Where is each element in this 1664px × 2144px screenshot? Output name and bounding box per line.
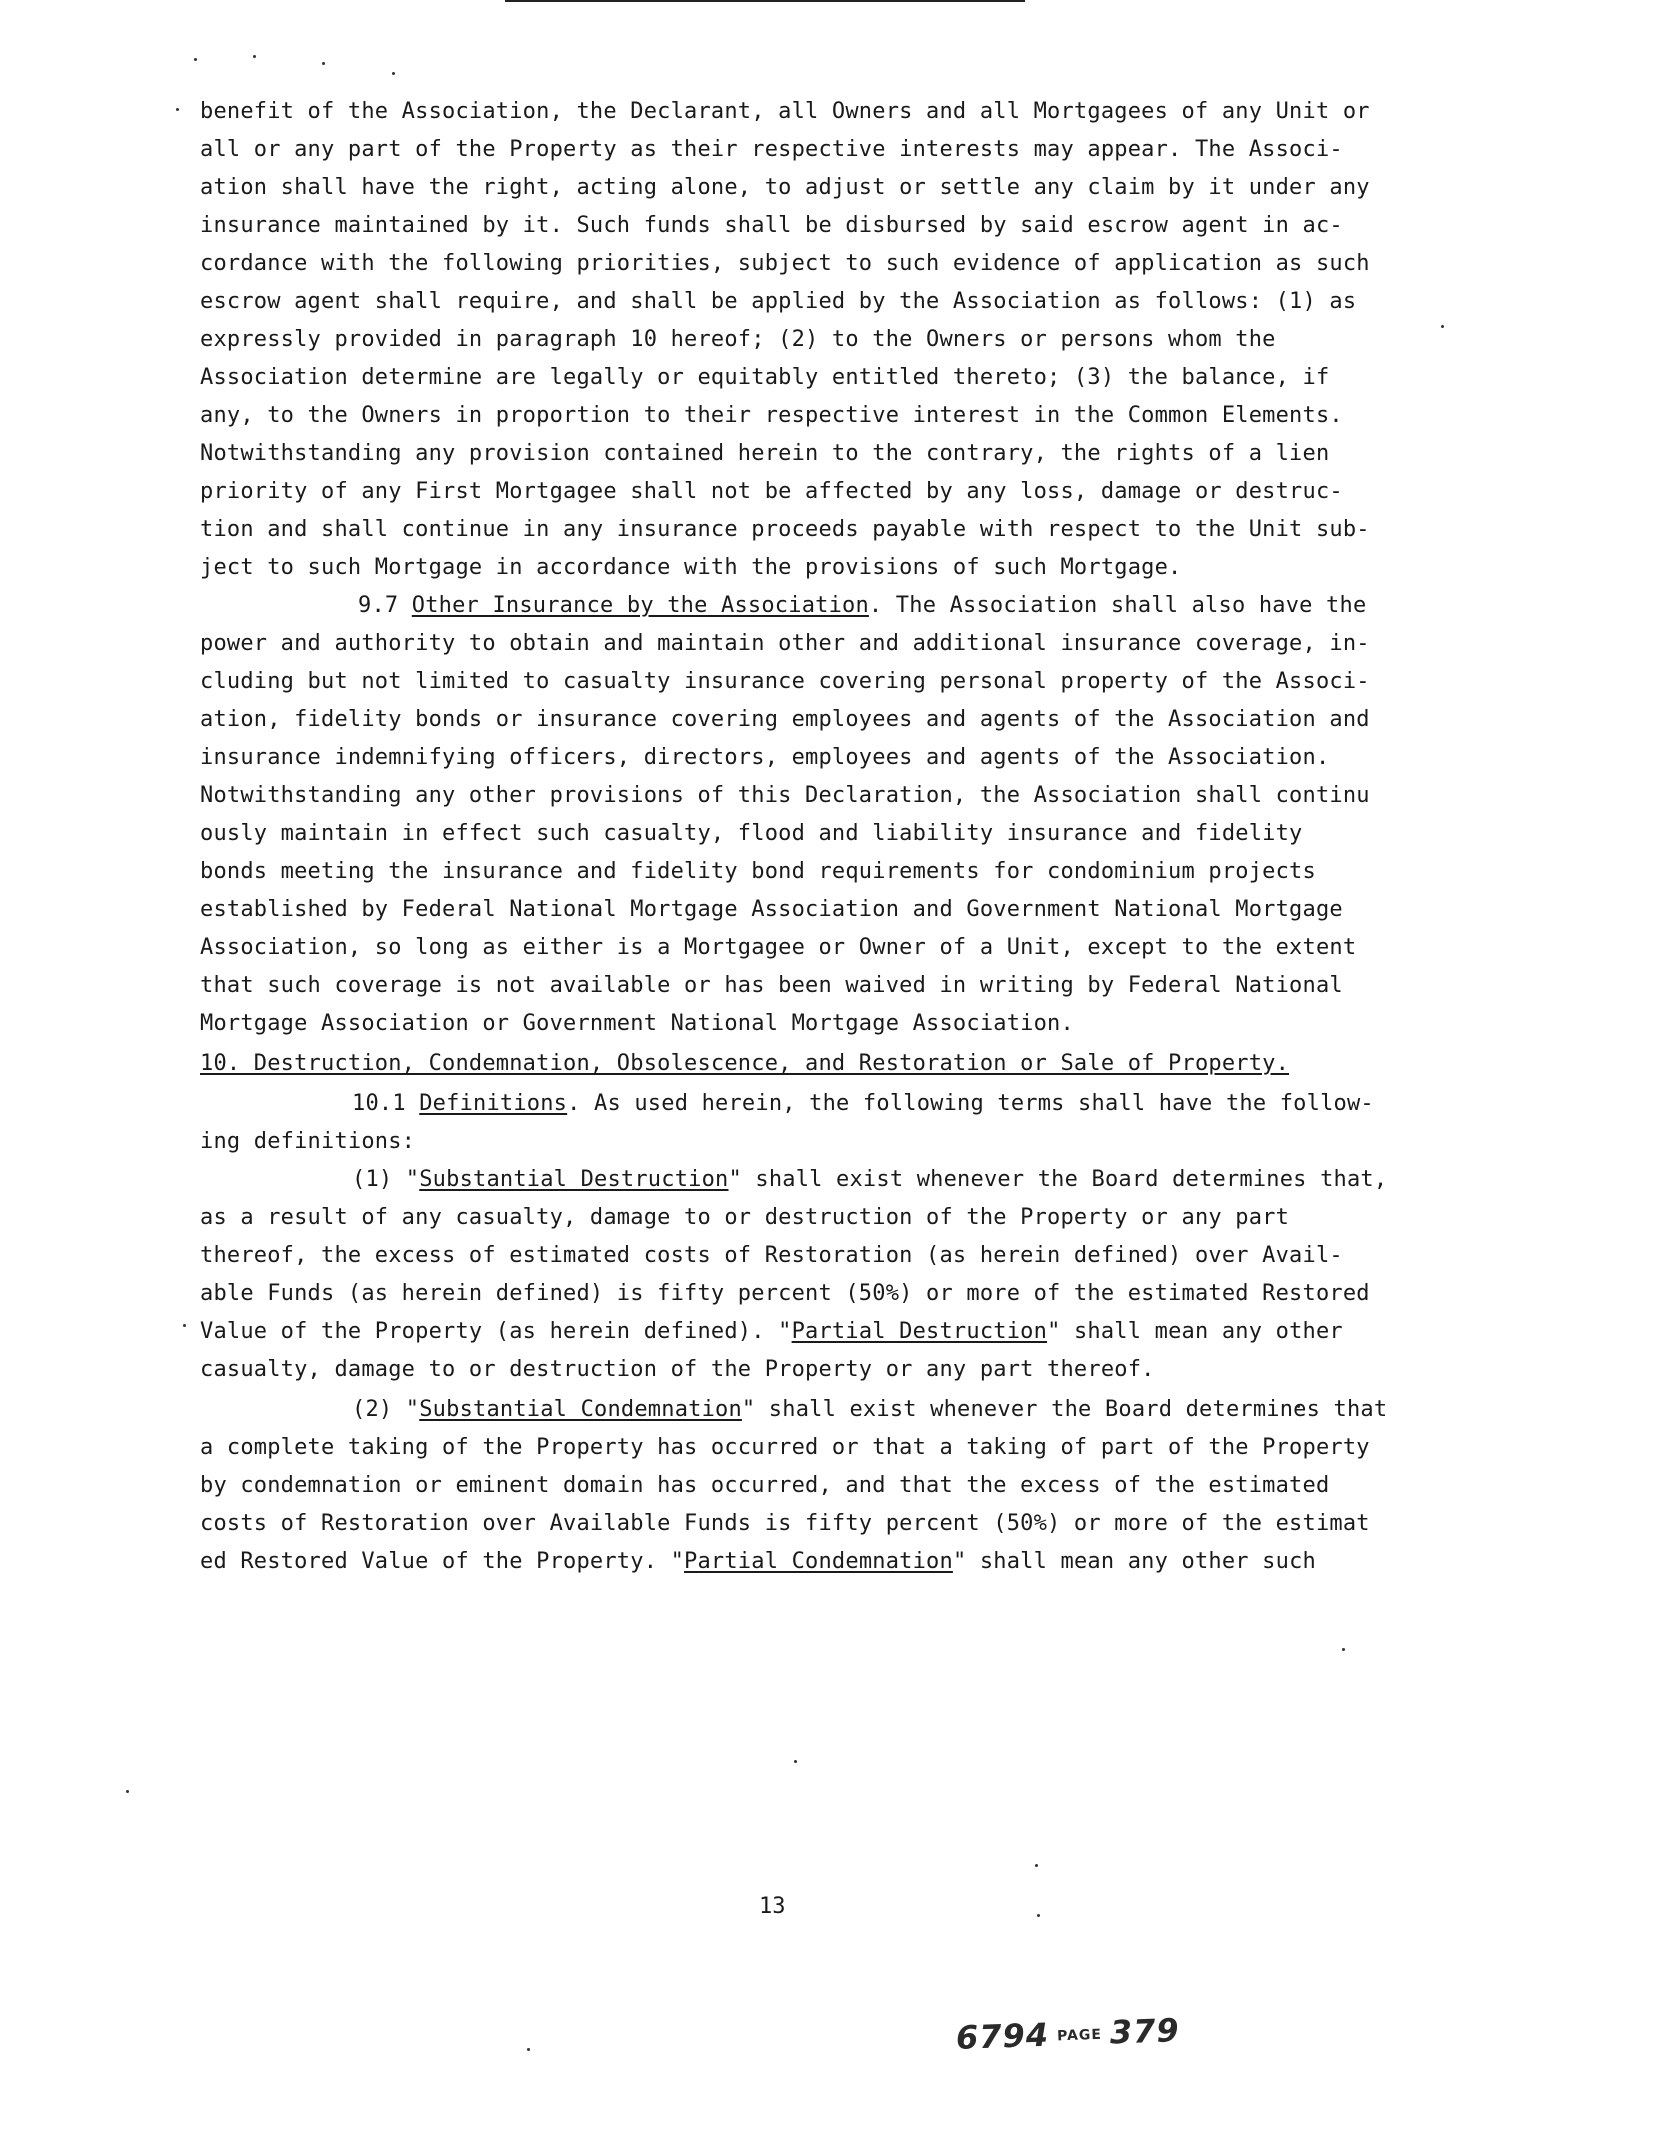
scan-speck [527,2048,530,2051]
definition-text: ed Restored Value of the Property. " [200,1549,685,1574]
section-number: 9.7 [358,593,412,618]
page-number: 13 [759,1894,786,1919]
body-line: any, to the Owners in proportion to their respective interest in the Common Elements. [200,403,1343,428]
section-text: . As used herein, the following terms shall have the follow- [567,1091,1374,1116]
section-text: . The Association shall also have the [868,593,1367,618]
section-title: Definitions [419,1091,568,1116]
scan-speck [1037,1914,1040,1917]
body-line: cordance with the following priorities, subject to such evidence of application as such [200,251,1370,276]
section-10-1-line [352,1090,1374,1118]
definition-term: Partial Destruction [791,1319,1048,1344]
body-line: tion and shall continue in any insurance proceeds payable with respect to the Unit sub- [200,517,1370,542]
definition-text: " shall mean any other [1047,1319,1343,1344]
stamp-page: 379 [1109,2011,1181,2052]
body-line: Mortgage Association or Government National Mortgage Association. [200,1011,1074,1036]
body-line: ation shall have the right, acting alone, to adjust or settle any claim by it under any [200,175,1370,200]
recording-stamp [955,2010,1180,2060]
definition-text: " shall exist whenever the Board determines that, [728,1167,1388,1192]
definition-term: Substantial Destruction [419,1167,729,1192]
scan-speck [253,55,256,58]
definition-1-line [352,1166,1387,1194]
scan-speck [392,72,395,75]
scan-speck [1441,325,1444,328]
body-line: a complete taking of the Property has occurred or that a taking of part of the Property [200,1435,1370,1460]
body-line: insurance indemnifying officers, directors, employees and agents of the Association. [200,745,1330,770]
body-line: able Funds (as herein defined) is fifty percent (50%) or more of the estimated Restored [200,1281,1370,1306]
stamp-page-label: PAGE [1056,2026,1103,2045]
definition-prefix: (2) " [352,1397,420,1422]
body-line: Association, so long as either is a Mortgagee or Owner of a Unit, except to the extent [200,935,1357,960]
body-line: thereof, the excess of estimated costs of Restoration (as herein defined) over Avail- [200,1243,1343,1268]
body-line: ously maintain in effect such casualty, flood and liability insurance and fidelity [200,821,1303,846]
body-line: ing definitions: [200,1129,416,1154]
body-line: Association determine are legally or equitably entitled thereto; (3) the balance, if [200,365,1330,390]
body-line: established by Federal National Mortgage Association and Government National Mortgage [200,897,1343,922]
definition-term: Substantial Condemnation [419,1397,742,1422]
body-line: that such coverage is not available or has been waived in writing by Federal National [200,973,1343,998]
definition-text: " shall mean any other such [952,1549,1316,1574]
body-line: bonds meeting the insurance and fidelity bond requirements for condominium projects [200,859,1316,884]
scan-speck [126,1790,129,1793]
body-line: ation, fidelity bonds or insurance covering employees and agents of the Association and [200,707,1370,732]
body-line: Notwithstanding any other provisions of this Declaration, the Association shall continu [200,783,1370,808]
definition-1-term2-line [200,1318,1343,1346]
body-line: ject to such Mortgage in accordance with the provisions of such Mortgage. [200,555,1182,580]
section-number: 10.1 [352,1091,420,1116]
body-line: as a result of any casualty, damage to or destruction of the Property or any part [200,1205,1290,1230]
body-line: costs of Restoration over Available Funds is fifty percent (50%) or more of the estimat [200,1511,1370,1536]
definition-2-line [352,1396,1387,1424]
scan-speck [1342,1648,1345,1651]
scan-speck [322,62,325,65]
section-9-7-line [358,592,1366,620]
section-title: Other Insurance by the Association [411,593,869,618]
definition-text: Value of the Property (as herein defined). " [200,1319,792,1344]
scan-speck [176,108,179,111]
body-line: priority of any First Mortgagee shall not be affected by any loss, damage or destruc- [200,479,1343,504]
section-10-heading: 10. Destruction, Condemnation, Obsolescence, and Restoration or Sale of Property. [200,1051,1290,1076]
scan-speck [183,1324,186,1327]
stamp-book: 6794 [955,2015,1050,2057]
body-line: Notwithstanding any provision contained herein to the contrary, the rights of a lien [200,441,1330,466]
body-line: casualty, damage to or destruction of the Property or any part thereof. [200,1357,1155,1382]
definition-text: " shall exist whenever the Board determines that [741,1397,1388,1422]
body-line: expressly provided in paragraph 10 hereof; (2) to the Owners or persons whom the [200,327,1276,352]
definition-2-term2-line [200,1548,1316,1576]
body-line: power and authority to obtain and maintain other and additional insurance coverage, in- [200,631,1370,656]
top-rule [505,0,1025,2]
body-line: cluding but not limited to casualty insurance covering personal property of the Associ- [200,669,1370,694]
body-line: all or any part of the Property as their respective interests may appear. The Associ- [200,137,1343,162]
body-line: escrow agent shall require, and shall be applied by the Association as follows: (1) as [200,289,1357,314]
body-line: insurance maintained by it. Such funds shall be disbursed by said escrow agent in ac- [200,213,1343,238]
definition-term: Partial Condemnation [684,1549,953,1574]
body-line: by condemnation or eminent domain has occurred, and that the excess of the estimated [200,1473,1330,1498]
scan-speck [794,1760,797,1763]
scan-speck [194,58,197,61]
scan-speck [1035,1864,1038,1867]
definition-prefix: (1) " [352,1167,420,1192]
body-line: benefit of the Association, the Declarant, all Owners and all Mortgagees of any Unit or [200,99,1370,124]
